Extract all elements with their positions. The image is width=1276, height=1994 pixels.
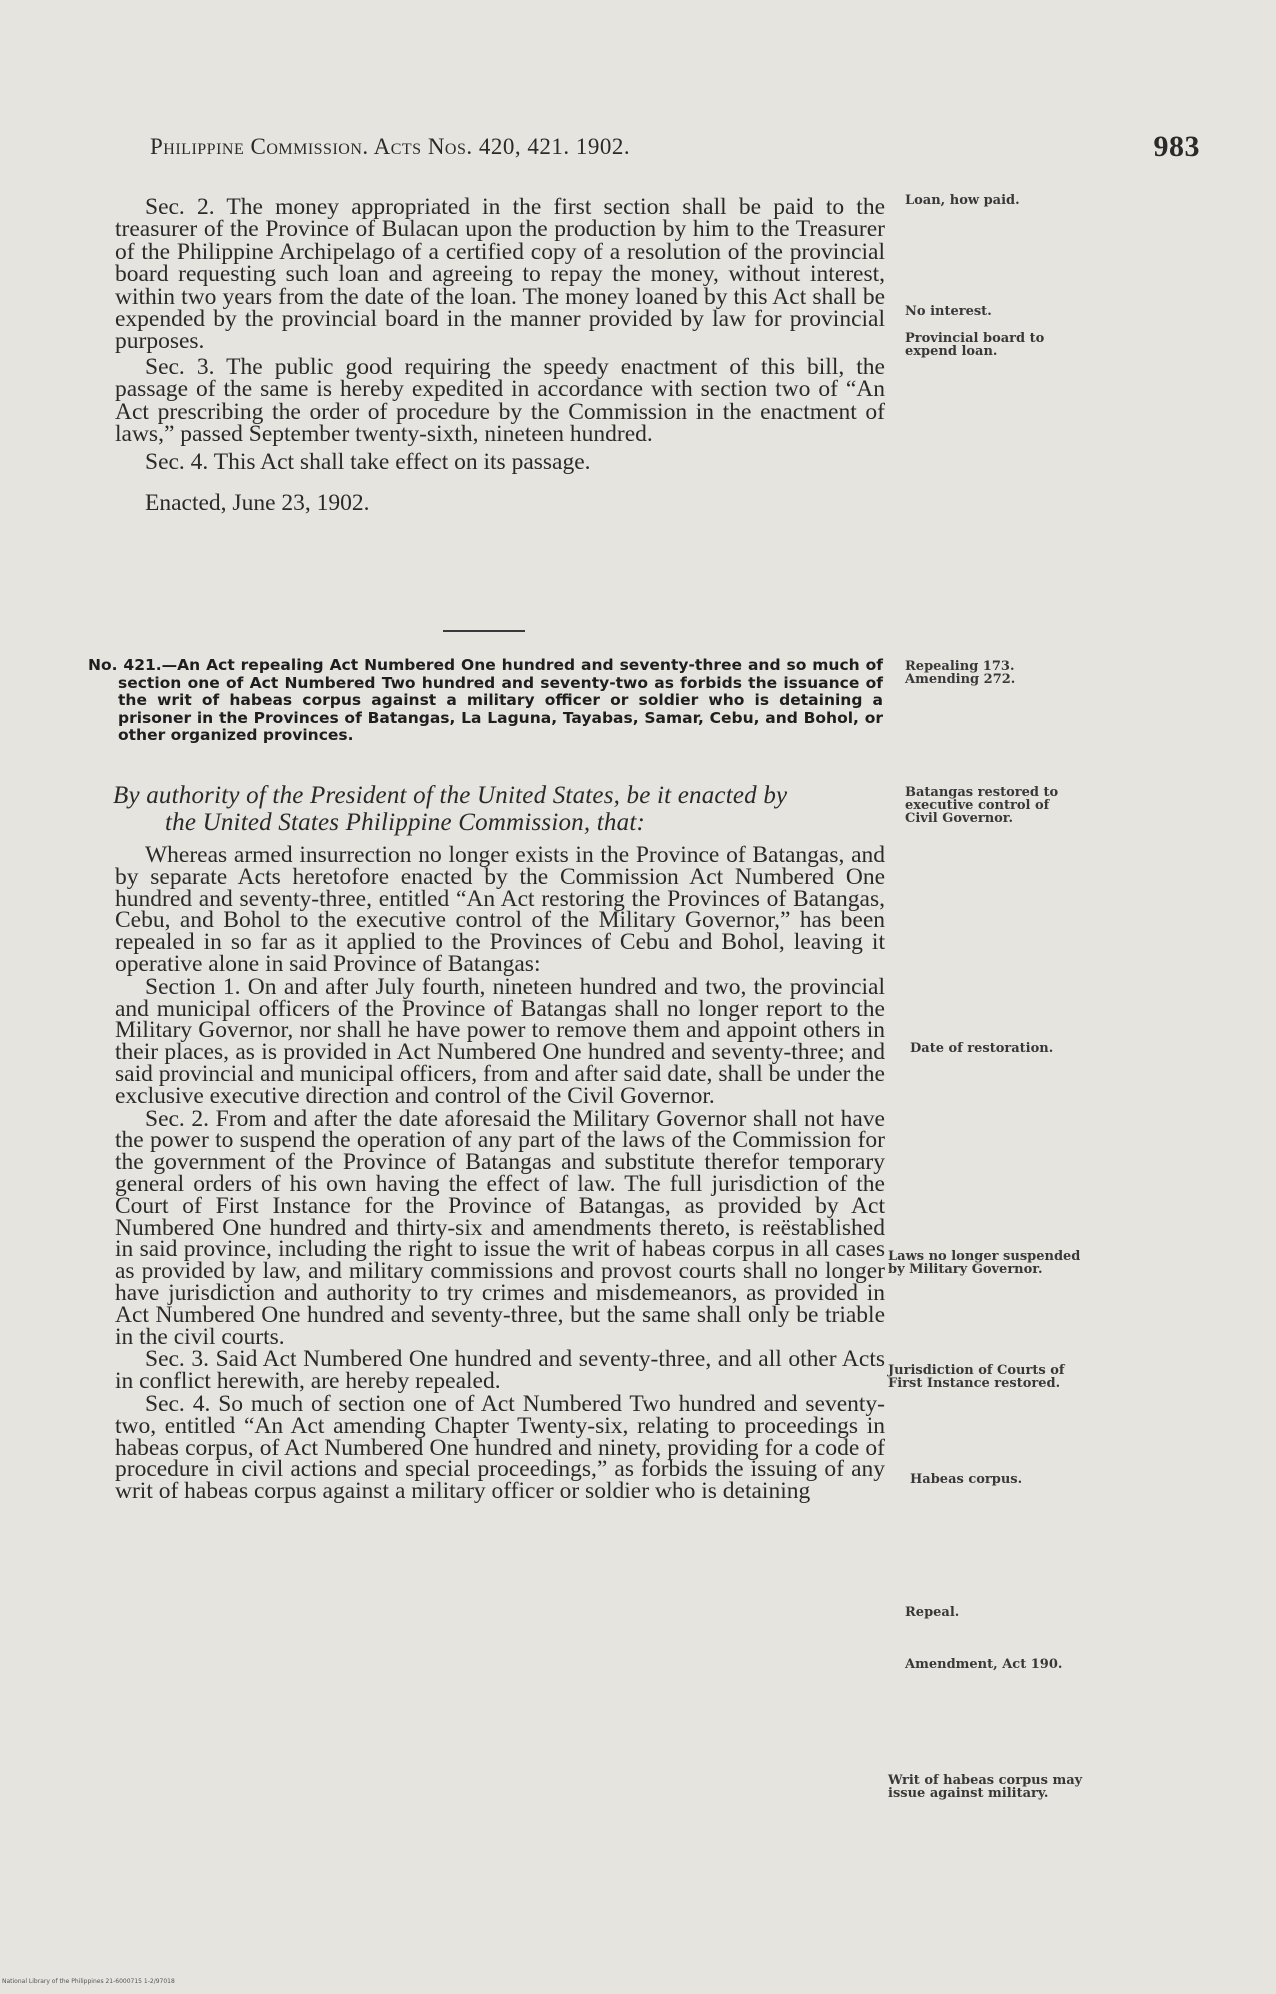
margin-note-provincial-board: Provincial board to expend loan. bbox=[905, 331, 1045, 359]
enacting-clause-line-1: By authority of the President of the United States, be it enacted by bbox=[113, 782, 788, 809]
margin-note-amendment: Amendment, Act 190. bbox=[905, 1657, 1063, 1672]
margin-note-habeas-corpus: Habeas corpus. bbox=[910, 1472, 1023, 1487]
act-421-section-1: Section 1. On and after July fourth, nineteen hundred and two, the provincial and municipal officers of the Province of Batangas shall no longer report to the Military Governor, nor shall he have power to remove them and appoint others in their places, as is provided in Act Numbered One hundred and seventy-three; and said provincial and municipal officers, from and after said date, shall be under the exclusive executive direction and control of the Civil Governor. bbox=[115, 973, 885, 1109]
margin-note-batangas-restored: Batangas restored to executive control of Civil Governor. bbox=[905, 785, 1059, 826]
margin-note-laws-no-longer-suspended: Laws no longer suspended by Military Governor. bbox=[888, 1249, 1081, 1277]
act-420-sec-2: Sec. 2. The money appropriated in the first section shall be paid to the treasurer of the Province of Bulacan upon the production by him to the Treasurer of the Philippine Archipelago of a certified copy of a resolution of the provincial board requesting such loan and agreeing to repay the money, without interest, within two years from the date of the loan. The money loaned by this Act shall be expended by the provincial board in the manner provided by law for provincial purposes. bbox=[115, 194, 885, 355]
running-title: Philippine Commission. Acts Nos. 420, 421. 1902. bbox=[150, 134, 631, 159]
act-420-text bbox=[115, 196, 885, 515]
act-421-sec-2: Sec. 2. From and after the date aforesaid the Military Governor shall not have the power to suspend the operation of any part of the laws of the Commission for the government of the Province of Batangas and substitute therefor temporary general orders of his own having the effect of law. The full jurisdiction of the Court of First Instance for the Province of Batangas, as provided by Act Numbered One hundred and thirty-six and amendments thereto, is reëstablished in said province, including the right to issue the writ of habeas corpus in all cases as provided by law, and military commissions and provost courts shall no longer have jurisdiction and authority to try crimes and misdemeanors, as provided in Act Numbered One hundred and seventy-three, but the same shall only be triable in the civil courts. bbox=[115, 1105, 885, 1350]
act-420-sec-3: Sec. 3. The public good requiring the speedy enactment of this bill, the passage of the same is hereby expedited in accordance with section two of “An Act prescribing the order of procedure by the Commission in the enactment of laws,” passed September twenty-sixth, nineteen hundred. bbox=[115, 353, 885, 448]
margin-note-date-of-restoration: Date of restoration. bbox=[910, 1041, 1054, 1056]
act-421-sec-4: Sec. 4. So much of section one of Act Numbered Two hundred and seventy-two, entitled “An Act amending Chapter Twenty-six, relating to proceedings in habeas corpus, of Act Numbered One hundred and ninety, providing for a code of procedure in civil actions and special proceedings,” as forbids the issuing of any writ of habeas corpus against a military officer or soldier who is detaining bbox=[115, 1390, 885, 1505]
enacting-clause bbox=[113, 782, 888, 836]
act-420-sec-4: Sec. 4. This Act shall take effect on its passage. bbox=[145, 449, 591, 476]
margin-note-no-interest: No interest. bbox=[905, 304, 992, 319]
enacting-clause-line-2: the United States Philippine Commission, that: bbox=[165, 809, 646, 836]
whereas-clause: Whereas armed insurrection no longer exists in the Province of Batangas, and by separate Acts heretofore enacted by the Commission Act Numbered One hundred and seventy-three, entitled “An Act restoring the Provinces of Batangas, Cebu, and Bohol to the executive control of the Military Governor,” has been repealed in so far as it applied to the Provinces of Cebu and Bohol, leaving it operative alone in said Province of Batangas: bbox=[115, 842, 885, 977]
margin-note-jurisdiction: Jurisdiction of Courts of First Instance restored. bbox=[888, 1363, 1065, 1391]
page-header bbox=[150, 128, 1200, 168]
page-number: 983 bbox=[1153, 130, 1200, 163]
act-421-title-text: No. 421.—An Act repealing Act Numbered One hundred and seventy-three and so much of section one of Act Numbered Two hundred and seventy-two as forbids the issuance of the writ of habeas corpus against a military officer or soldier who is detaining a prisoner in the Provinces of Batangas, La Laguna, Tayabas, Samar, Cebu, and Bohol, or other organized provinces. bbox=[88, 656, 883, 744]
act-421-title bbox=[88, 657, 883, 745]
margin-note-repeal: Repeal. bbox=[905, 1605, 960, 1620]
act-421-sec-3: Sec. 3. Said Act Numbered One hundred and seventy-three, and all other Acts in conflict herewith, are hereby repealed. bbox=[115, 1346, 885, 1395]
margin-note-loan-how-paid: Loan, how paid. bbox=[905, 193, 1020, 208]
margin-note-writ-habeas-corpus: Writ of habeas corpus may issue against military. bbox=[888, 1773, 1083, 1801]
section-divider bbox=[443, 630, 525, 632]
scan-footer: National Library of the Philippines 21-6000715 1-2/97018 bbox=[2, 1978, 175, 1985]
act-420-enacted: Enacted, June 23, 1902. bbox=[145, 489, 370, 516]
margin-note-repealing: Repealing 173. Amending 272. bbox=[905, 659, 1016, 687]
act-421-text bbox=[115, 842, 885, 1505]
